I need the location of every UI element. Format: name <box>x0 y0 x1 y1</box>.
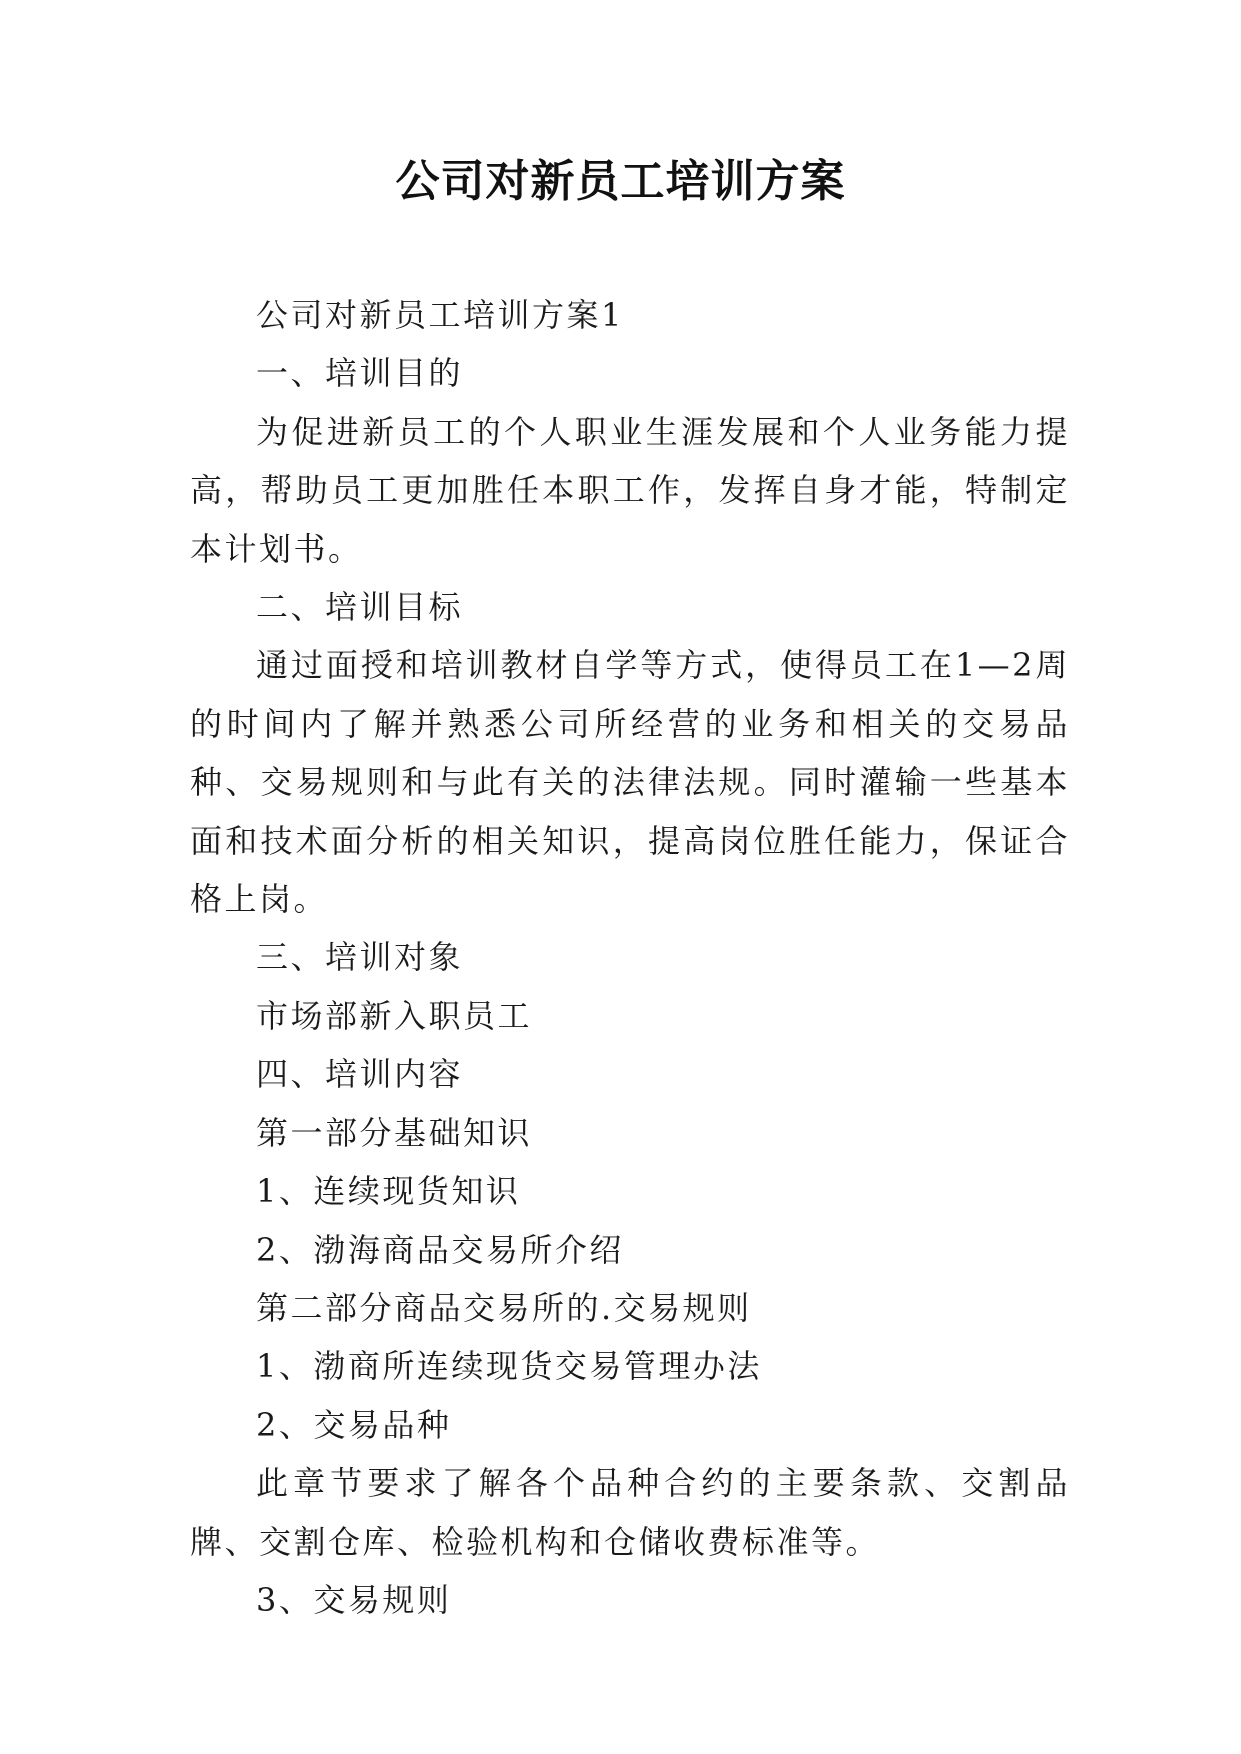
body-paragraph: 市场部新入职员工 <box>256 996 533 1035</box>
section-heading: 三、培训对象 <box>256 938 464 977</box>
section-heading: 二、培训目标 <box>256 588 464 627</box>
list-item: 2、交易品种 <box>256 1405 452 1444</box>
list-item: 2、渤海商品交易所介绍 <box>256 1230 624 1269</box>
list-item: 1、渤商所连续现货交易管理办法 <box>256 1347 762 1386</box>
list-item: 1、连续现货知识 <box>256 1172 521 1211</box>
body-paragraph: 此章节要求了解各个品种合约的主要条款、交割品牌、交割仓库、检验机构和仓储收费标准等。 <box>190 1464 1070 1561</box>
list-item: 3、交易规则 <box>256 1580 452 1619</box>
document-body <box>190 286 1070 1629</box>
body-paragraph: 通过面授和培训教材自学等方式，使得员工在1—2周的时间内了解并熟悉公司所经营的业务和相关的交易品种、交易规则和与此有关的法律法规。同时灌输一些基本面和技术面分析的相关知识，提高岗位胜任能力，保证合格上岗。 <box>190 646 1070 919</box>
section-heading: 四、培训内容 <box>256 1055 464 1094</box>
section-heading: 一、培训目的 <box>256 354 464 393</box>
subsection-heading: 第二部分商品交易所的.交易规则 <box>256 1288 752 1327</box>
document-title: 公司对新员工培训方案 <box>395 156 846 207</box>
section-heading: 公司对新员工培训方案1 <box>256 296 624 334</box>
body-paragraph: 为促进新员工的个人职业生涯发展和个人业务能力提高，帮助员工更加胜任本职工作，发挥自身才能，特制定本计划书。 <box>190 412 1070 568</box>
subsection-heading: 第一部分基础知识 <box>256 1113 533 1152</box>
